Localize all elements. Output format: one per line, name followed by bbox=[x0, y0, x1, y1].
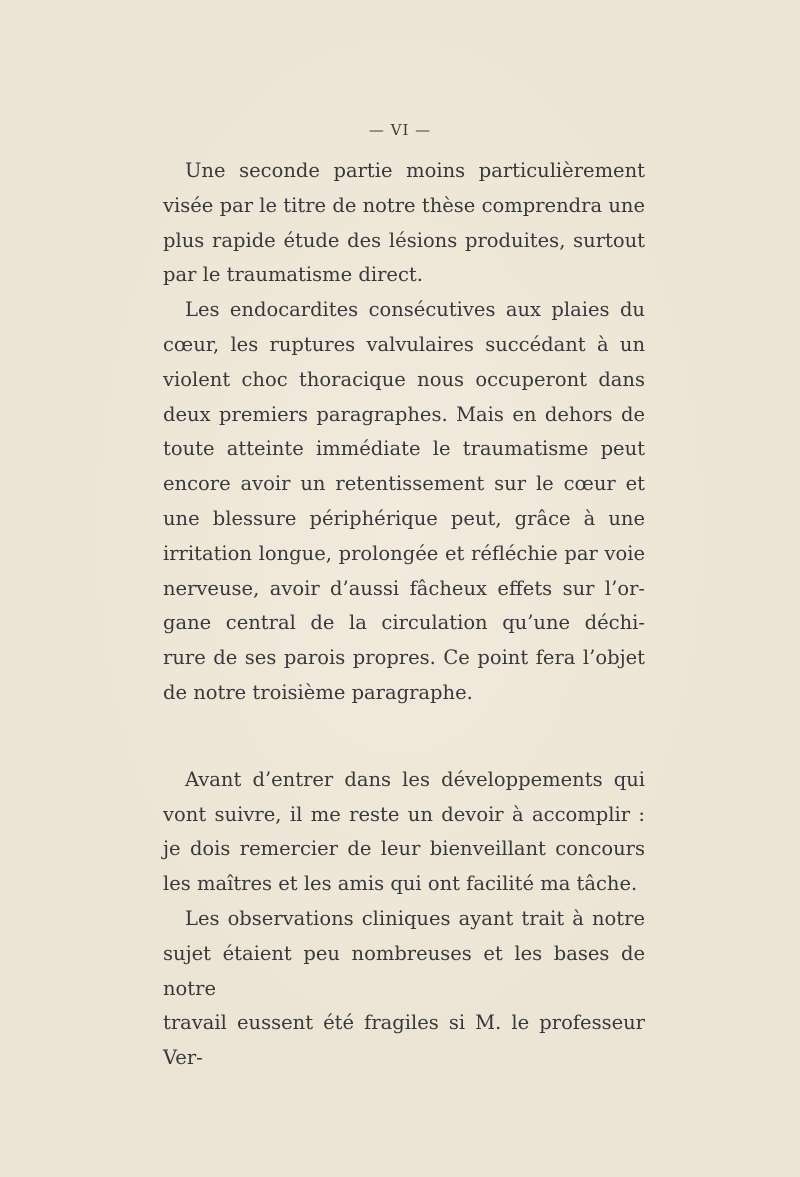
text-line: sujet étaient peu nombreuses et les bases de notre bbox=[163, 941, 645, 1000]
paragraph-2 bbox=[163, 293, 645, 711]
paragraph-4 bbox=[163, 902, 645, 1076]
body-text bbox=[163, 154, 645, 1076]
text-line: plus rapide étude des lésions produites, surtout bbox=[163, 228, 645, 252]
text-line: violent choc thoracique nous occuperont dans bbox=[163, 367, 645, 391]
text-line: Une seconde partie moins particulièrement bbox=[185, 159, 645, 182]
text-line: encore avoir un retentissement sur le cœur et bbox=[163, 472, 645, 496]
text-line: toute atteinte immédiate le traumatisme peut bbox=[163, 437, 645, 461]
text-line: deux premiers paragraphes. Mais en dehors de bbox=[163, 402, 645, 426]
text-line: visée par le titre de notre thèse comprendra une bbox=[163, 193, 645, 217]
text-line: gane central de la circulation qu’une déchi- bbox=[163, 611, 645, 635]
text-line: par le traumatisme direct. bbox=[163, 263, 423, 287]
paragraph-3 bbox=[163, 763, 645, 902]
page-number: — VI — bbox=[368, 121, 432, 139]
text-line: nerveuse, avoir d’aussi fâcheux effets sur l’or- bbox=[163, 576, 645, 600]
text-line: Les observations cliniques ayant trait à notre bbox=[185, 906, 645, 930]
text-line: cœur, les ruptures valvulaires succédant à un bbox=[163, 332, 645, 356]
text-line: Avant d’entrer dans les développements qui bbox=[185, 767, 645, 791]
text-line: travail eussent été fragiles si M. le professeur Ver- bbox=[163, 1011, 645, 1070]
paragraph-1 bbox=[163, 154, 645, 293]
text-line: de notre troisième paragraphe. bbox=[163, 680, 473, 704]
text-line: irritation longue, prolongée et réfléchie par voie bbox=[163, 541, 645, 565]
text-line: une blessure périphérique peut, grâce à une bbox=[163, 506, 645, 530]
text-line: Les endocardites consécutives aux plaies du bbox=[185, 298, 645, 322]
section-gap bbox=[163, 711, 645, 763]
text-line: vont suivre, il me reste un devoir à accomplir : bbox=[163, 802, 645, 826]
text-line: les maîtres et les amis qui ont facilité ma tâche. bbox=[163, 872, 638, 896]
text-line: rure de ses parois propres. Ce point fera l’objet bbox=[163, 646, 645, 670]
text-line: je dois remercier de leur bienveillant concours bbox=[163, 837, 645, 861]
